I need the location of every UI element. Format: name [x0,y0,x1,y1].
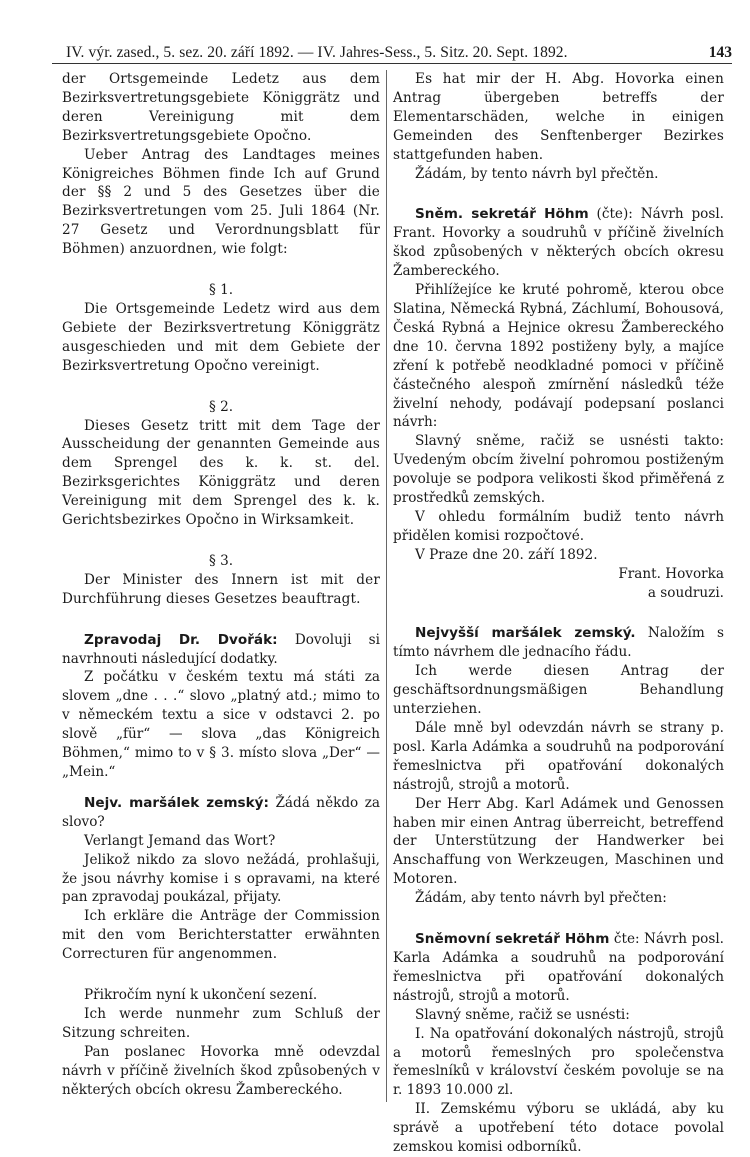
paragraph-text: Verlangt Jemand das Wort? [84,832,276,849]
paragraph-text: V ohledu formálním budiž tento návrh přidělen komisi rozpočtové. [393,508,724,544]
paragraph-text: Žádám, by tento návrh byl přečtěn. [415,165,659,182]
paragraph-text: a soudruzi. [647,584,724,601]
text-paragraph [393,624,724,662]
text-paragraph [393,1025,724,1101]
text-paragraph [62,1043,380,1100]
text-paragraph [393,1006,724,1025]
session-heading: IV. výr. zased., 5. sez. 20. září 1892. — IV. Jahres-Sess., 5. Sitz. 20. Sept. 1892. [66,44,568,61]
paragraph-spacer [393,602,724,624]
paragraph-text: Ich erkläre die Anträge der Commission mit den vom Berichterstatter erwähnten Correcturen für angenommen. [62,908,380,963]
paragraph-text: Ich werde diesen Antrag der geschäftsordnungsmäßigen Behandlung unterziehen. [393,663,724,718]
paragraph-spacer [393,183,724,205]
text-paragraph [393,889,724,908]
speaker-name: Nejv. maršálek zemský: [84,794,269,811]
text-paragraph [393,719,724,795]
paragraph-spacer [62,964,380,986]
paragraph-text: Pan poslanec Hovorka mně odevzdal návrh v příčině živelních škod způsobených v některých obcích okresu Žambereckého. [62,1043,380,1098]
text-paragraph [62,851,380,908]
text-paragraph [393,508,724,546]
text-paragraph [62,832,380,851]
paragraph-text: Žádá někdo za slovo? [62,794,380,830]
text-paragraph [62,70,380,146]
column-divider [386,70,387,1102]
speaker-name: Nejvyšší maršálek zemský. [415,625,636,642]
paragraph-text: Naložím s tímto návrhem dle jednacího řádu. [393,625,724,661]
paragraph-text: Der Minister des Innern ist mit der Durchführung dieses Gesetzes beauftragt. [62,571,380,607]
text-paragraph [393,165,724,184]
paragraph-text: § 3. [208,552,234,569]
text-paragraph [62,146,380,259]
paragraph-spacer [62,259,380,281]
left-column [62,70,380,1100]
paragraph-text: der Ortsgemeinde Ledetz aus dem Bezirksvertretungsgebiete Königgrätz und deren Vereinigung mit dem Bezirksvertretungsgebiete Opočno. [62,71,380,144]
paragraph-text: Ueber Antrag des Landtages meines Königreiches Böhmen finde Ich auf Grund der §§ 2 und 5 des Gesetzes über die Bezirksvertretungen vom 25. Juli 1864 (Nr. 27 Gesetz und Verordnungsblatt für Böhmen) anzuordnen, wie folgt: [62,146,380,258]
paragraph-text: Žádám, aby tento návrh byl přečten: [415,890,667,907]
paragraph-text: Der Herr Abg. Karl Adámek und Genossen haben mir einen Antrag überreicht, betreffend der Unterstützung der Handwerker bei Anschaffung von Werkzeugen, Maschinen und Motoren. [393,795,724,888]
text-paragraph [62,794,380,832]
paragraph-text: II. Zemskému výboru se ukládá, aby ku správě a upotřebení této dotace povolal zemskou komisi odborníků. [393,1101,724,1156]
paragraph-text: Dieses Gesetz tritt mit dem Tage der Ausscheidung der genannten Gemeinde aus dem Sprengel des k. k. st. del. Bezirksgerichtes Königgrätz und deren Vereinigung mit dem Sprengel des k. k. Gerichtsbezirkes Opočno in Wirksamkeit. [62,417,380,529]
right-column [393,70,724,1157]
text-paragraph [62,1005,380,1043]
text-paragraph [393,662,724,719]
text-paragraph [62,552,380,571]
text-paragraph [393,1100,724,1157]
paragraph-text: V Praze dne 20. září 1892. [415,546,598,563]
paragraph-text: Slavný sněme, račiž se usnésti: [415,1006,630,1023]
paragraph-text: Es hat mir der H. Abg. Hovorka einen Antrag übergeben betreffs der Elementarschäden, welche in einigen Gemeinden des Senftenberger Bezirkes stattgefunden haben. [393,71,724,163]
text-paragraph [393,584,724,603]
speaker-name: Sněm. sekretář Höhm [415,206,589,223]
text-paragraph [62,571,380,609]
text-paragraph [393,281,724,432]
paragraph-text: čte: Návrh posl. Karla Adámka a soudruhů na podporování řemeslnictva při opatřování dokonalých nástrojů, strojů a motorů. [393,931,724,1004]
paragraph-spacer [62,609,380,631]
text-paragraph [393,70,724,165]
text-paragraph [393,565,724,584]
paragraph-text: Dovoluji si navrhnouti následující dodatky. [62,631,381,667]
paragraph-text: § 1. [208,282,234,299]
paragraph-text: Přikročím nyní k ukončení sezení. [84,987,318,1004]
text-paragraph [62,986,380,1005]
paragraph-text: Jelikož nikdo za slovo nežádá, prohlašuji, že jsou návrhy komise i s opravami, na které pan zpravodaj poukázal, přijaty. [62,851,380,906]
paragraph-text: Přihlížejíce ke kruté pohromě, kterou obce Slatina, Německá Rybná, Záchlumí, Bohousová, Česká Rybná a Hejnice okresu Žambereckého dne 10. června 1892 postiženy byly, a majíce zření k potřebě neodkladné pomoci v příčině částečného alespoň zmírnění následků téže živelní nehody, podávají podepsaní poslanci návrh: [393,282,724,431]
text-paragraph [393,930,724,1006]
paragraph-text: Die Ortsgemeinde Ledetz wird aus dem Gebiete der Bezirksvertretung Königgrätz ausgeschieden und mit dem Gebiete der Bezirksvertretung Opočno vereinigt. [62,300,380,374]
page-number: 143 [708,44,732,61]
text-paragraph [62,668,380,781]
paragraph-text: Frant. Hovorka [618,565,724,582]
speaker-name: Sněmovní sekretář Höhm [415,931,610,948]
paragraph-spacer [62,530,380,552]
paragraph-text: I. Na opatřování dokonalých nástrojů, strojů a motorů řemeslných pro společenstva řemeslníků v království českém povoluje se na r. 1893 10.000 zl. [393,1025,724,1099]
text-paragraph [62,300,380,376]
text-paragraph [62,907,380,964]
text-paragraph [62,631,380,669]
paragraph-spacer [393,908,724,930]
paragraph-text: Slavný sněme, račiž se usnésti takto: Uvedeným obcím živelní pohromou postiženým povoluje se podpora velikosti škod přiměřená z prostředků zemských. [393,433,724,507]
text-paragraph [62,281,380,300]
text-paragraph [62,398,380,417]
text-paragraph [393,205,724,281]
paragraph-spacer [62,782,380,794]
paragraph-text: § 2. [208,398,234,415]
text-paragraph [393,546,724,565]
paragraph-text: (čte): Návrh posl. Frant. Hovorky a soudruhů v příčině živelních škod způsobených v některých obcích okresu Žambereckého. [393,206,724,280]
header-rule [52,63,732,64]
text-paragraph [393,432,724,508]
paragraph-text: Ich werde nunmehr zum Schluß der Sitzung schreiten. [62,1005,380,1041]
text-paragraph [393,795,724,890]
page-header [52,40,732,70]
paragraph-text: Dále mně byl odevzdán návrh se strany p. posl. Karla Adámka a soudruhů na podporování řemeslnictva při opatřování dokonalých nástrojů, strojů a motorů. [393,720,724,793]
speaker-name: Zpravodaj Dr. Dvořák: [84,631,278,648]
paragraph-spacer [62,376,380,398]
text-paragraph [62,417,380,530]
paragraph-text: Z počátku v českém textu má státi za slovem „dne . . .“ slovo „platný atd.; mimo to v německém textu a sice v odstavci 2. po slově „für“ — slova „das Königreich Böhmen,“ mimo to v § 3. místo slova „Der“ — „Mein.“ [62,669,380,780]
